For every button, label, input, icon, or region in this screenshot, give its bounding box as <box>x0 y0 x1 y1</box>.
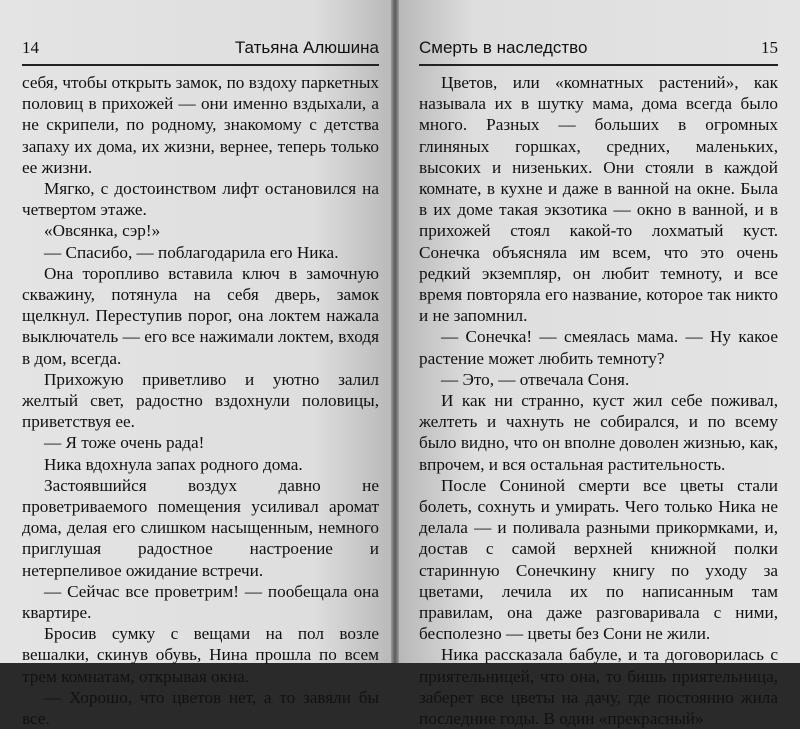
right-page-header <box>419 38 778 66</box>
paragraph: — Я тоже очень рада! <box>44 433 205 453</box>
paragraph: Ника вдохнула запах родного дома. <box>44 454 303 474</box>
paragraph: Застоявшийся воздух давно не проветриваемого помещения усиливал аромат дома, делая его слишком насыщенным, немного приглушая радостное настроение и нетерпеливое ожидание встречи. <box>22 475 379 580</box>
paragraph: Она торопливо вставила ключ в замочную скважину, потянула на себя дверь, замок щелкнул. Переступив порог, она локтем нажала выключатель — его все нажимали локтем, входя в дом, всегда. <box>22 263 379 368</box>
paragraph: И как ни странно, куст жил себе поживал, желтеть и чахнуть не собирался, и по всему было видно, что он вполне доволен жизнью, как, впрочем, и вся остальная растительность. <box>419 391 778 474</box>
right-running-title: Смерть в наследство <box>419 38 588 57</box>
paragraph: — Сейчас все проветрим! — пообещала она квартире. <box>22 581 379 623</box>
paragraph: Ника рассказала бабуле, и та договорилась с приятельницей, что она, то бишь приятельница, заберет все цветы на дачу, где постоянно жила последние годы. В один «прекрасный» <box>419 645 778 729</box>
left-page-text <box>22 72 379 729</box>
paragraph: Цветов, или «комнатных растений», как называла их в шутку мама, дома всегда было много. Разных — больших в огромных глиняных горшках, средних, маленьких, высоких и низеньких. Они стояли в каждой комнате, в кухне и даже в ванной на окне. Была в их доме такая экзотика — окно в ванной, и в прихожей стоял какой-то лохматый куст. Сонечка объясняла им всем, что это очень редкий экземпляр, он любит темноту, и все время повторяла его название, которое так никто и не запомнил. <box>419 73 778 326</box>
paragraph: — Сонечка! — смеялась мама. — Ну какое растение может любить темноту? <box>419 327 778 368</box>
left-running-title: Татьяна Алюшина <box>234 38 379 57</box>
left-page-header <box>22 38 379 66</box>
paragraph: Прихожую приветливо и уютно залил желтый свет, радостно вздохнули половицы, приветствуя ее. <box>22 369 379 432</box>
book-gutter <box>391 0 399 663</box>
paragraph: — Хорошо, что цветов нет, а то завяли бы все. <box>22 687 379 729</box>
paragraph: Бросив сумку с вещами на пол возле вешалки, скинув обувь, Нина прошла по всем трем комнатам, открывая окна. <box>22 624 379 686</box>
paragraph: — Это, — отвечала Соня. <box>441 369 630 389</box>
paragraph: — Спасибо, — поблагодарила его Ника. <box>44 242 339 262</box>
paragraph: себя, чтобы открыть замок, по вздоху паркетных половиц в прихожей — они именно вздыхали, а не скрипели, по родному, знакомому с детства запаху их дома, их жизни, вернее, теперь только ее жизни. <box>22 73 379 177</box>
paragraph: После Сониной смерти все цветы стали болеть, сохнуть и умирать. Чего только Ника не делала — и поливала разными прикормками, и, достав с самой верхней книжной полки старинную Сонечкину книгу по уходу за цветами, лечила их по написанным там правилам, она даже разговаривала с ними, бесполезно — цветы без Сони не жили. <box>419 475 778 644</box>
paragraph: Мягко, с достоинством лифт остановился на четвертом этаже. <box>22 179 379 220</box>
left-page <box>0 0 393 729</box>
right-page <box>393 0 800 729</box>
right-page-number: 15 <box>761 38 778 57</box>
left-page-number: 14 <box>22 38 39 57</box>
right-page-text <box>419 72 778 729</box>
paragraph: «Овсянка, сэр!» <box>44 221 161 241</box>
